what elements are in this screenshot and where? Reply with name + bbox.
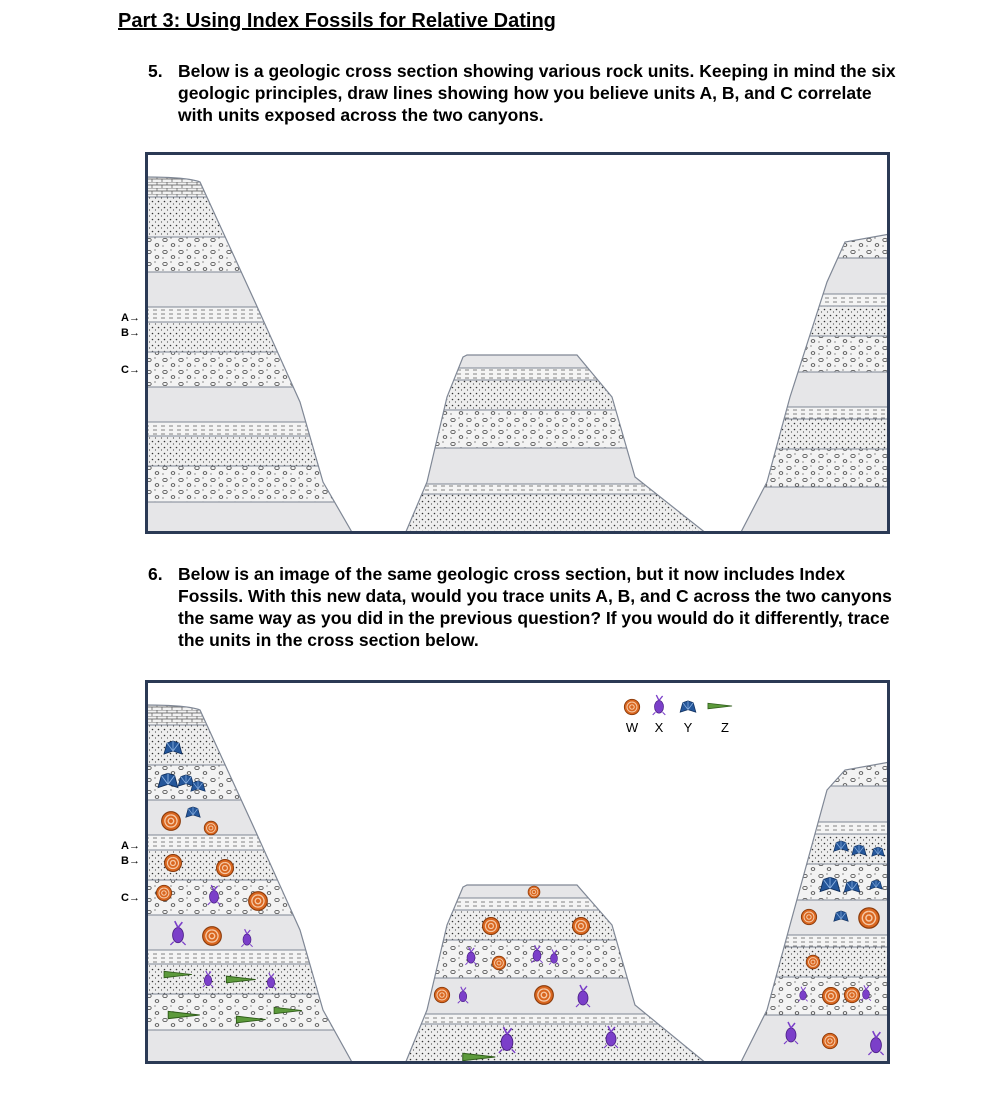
right-canyon-wall	[735, 762, 890, 1064]
unit-label-a: A→	[121, 312, 140, 324]
question-6	[148, 563, 908, 651]
left-canyon-wall	[145, 177, 365, 534]
right-canyon-wall	[735, 234, 890, 534]
legend-label-y: Y	[683, 720, 693, 735]
question-text: Below is an image of the same geologic cross section, but it now includes Index Fossils. With this new data, would you trace units A, B, and C across the two canyons the same way as you did in the previous question? If you would do it differently, trace the units in the cross section below.	[178, 564, 892, 650]
unit-label-c: C→	[121, 892, 140, 904]
middle-mesa	[395, 355, 715, 534]
part-title: Part 3: Using Index Fossils for Relative Dating	[118, 10, 556, 32]
question-number: 6.	[148, 564, 163, 584]
question-number: 5.	[148, 61, 163, 81]
unit-label-b: B→	[121, 327, 140, 339]
fossil-legend	[624, 695, 732, 735]
fossil-x-icon	[653, 695, 666, 715]
middle-mesa	[395, 885, 715, 1064]
legend-label-x: X	[654, 720, 664, 735]
fossil-z-icon	[708, 703, 732, 709]
fossil-w-icon	[624, 699, 639, 714]
question-5	[148, 60, 908, 126]
left-canyon-wall	[145, 705, 365, 1064]
cross-section-1	[145, 152, 890, 534]
fossil-y-icon	[680, 701, 696, 712]
legend-label-w: W	[625, 720, 639, 735]
question-text: Below is a geologic cross section showing various rock units. Keeping in mind the six geologic principles, draw lines showing how you believe units A, B, and C correlate with units exposed across the two canyons.	[178, 61, 896, 125]
unit-label-b: B→	[121, 855, 140, 867]
legend-label-z: Z	[721, 720, 729, 735]
unit-label-c: C→	[121, 364, 140, 376]
cross-section-2	[145, 680, 890, 1064]
unit-label-a: A→	[121, 840, 140, 852]
